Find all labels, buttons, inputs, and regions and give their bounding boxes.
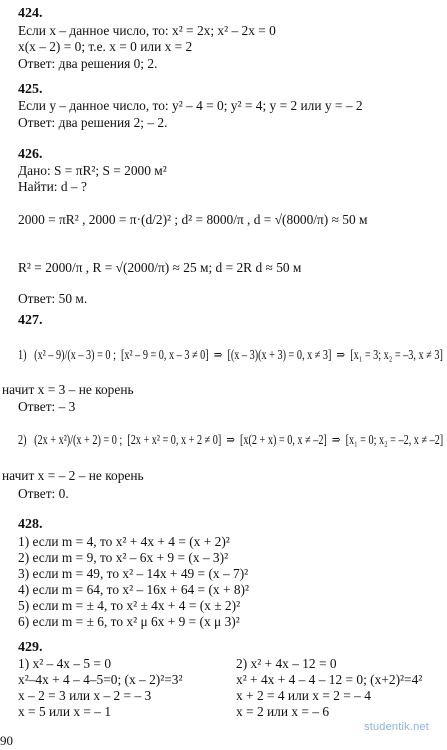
problem-number: 425. — [18, 82, 43, 97]
text-line: 2) x² + 4x – 12 = 0 — [236, 656, 337, 671]
text-line: x²–4x + 4 – 4–5=0; (x – 2)²=3² — [18, 672, 183, 687]
text-line: x(x – 2) = 0; т.е. x = 0 или x = 2 — [18, 39, 193, 54]
text-line: 4) если m = 64, то x² – 16x + 64 = (x + 8)² — [18, 582, 250, 597]
text-line: x² + 4x + 4 – 4 – 12 = 0; (x+2)²=4² — [236, 672, 423, 687]
problem-number: 424. — [18, 6, 43, 21]
text-line: Если y – данное число, то: y² – 4 = 0; y² = 4; y = 2 или y = – 2 — [18, 98, 363, 113]
problem-number: 427. — [18, 313, 43, 328]
text-line: Если x – данное число, то: x² = 2x; x² – 2x = 0 — [18, 23, 276, 38]
text-line: x – 2 = 3 или x – 2 = – 3 — [18, 688, 152, 703]
problem-number: 426. — [18, 147, 43, 162]
text-line: 1) (x² – 9)/(x – 3) = 0 ; [x² – 9 = 0, x – 3 ≠ 0] ⇒ [(x – 3)(x + 3) = 0, x ≠ 3] ⇒ [x₁ = 3; x₂ = –3, x ≠ 3] — [18, 347, 443, 362]
text-line: Ответ: два решения 0; 2. — [18, 56, 158, 71]
problem-number: 429. — [18, 640, 43, 655]
text-line: Ответ: 0. — [18, 486, 69, 501]
text-line: 1) если m = 4, то x² + 4x + 4 = (x + 2)² — [18, 534, 230, 549]
text-line: x = 2 или x = – 6 — [236, 704, 330, 719]
text-line: Найти: d – ? — [18, 179, 87, 194]
problem-number: 428. — [18, 517, 43, 532]
watermark: studentik.net — [364, 721, 429, 733]
page-number: 90 — [0, 733, 13, 748]
text-line: 3) если m = 49, то x² – 14x + 49 = (x – 7)² — [18, 566, 249, 581]
text-line: Дано: S = πR²; S = 2000 м² — [18, 163, 167, 178]
text-line: R² = 2000/π , R = √(2000/π) ≈ 25 м; d = 2R d ≈ 50 м — [18, 260, 302, 275]
text-line: x = 5 или x = – 1 — [18, 704, 112, 719]
text-line: 2) если m = 9, то x² – 6x + 9 = (x – 3)² — [18, 550, 229, 565]
text-line: 1) x² – 4x – 5 = 0 — [18, 656, 112, 671]
text-line: 2000 = πR² , 2000 = π·(d/2)² ; d² = 8000/π , d = √(8000/π) ≈ 50 м — [18, 212, 368, 227]
text-line: Ответ: – 3 — [18, 399, 76, 414]
text-line: Ответ: 50 м. — [18, 291, 88, 306]
text-line: начит x = – 2 – не корень — [2, 468, 144, 483]
text-line: 2) (2x + x²)/(x + 2) = 0 ; [2x + x² = 0, x + 2 ≠ 0] ⇒ [x(2 + x) = 0, x ≠ –2] ⇒ [x₁ = 0; x₂ = –2, x ≠ –2] — [18, 432, 444, 447]
text-line: Ответ: два решения 2; – 2. — [18, 115, 168, 130]
text-line: 6) если m = ± 6, то x² μ 6x + 9 = (x μ 3)² — [18, 614, 240, 629]
text-line: x + 2 = 4 или x = 2 = – 4 — [236, 688, 371, 703]
text-line: 5) если m = ± 4, то x² ± 4x + 4 = (x ± 2)² — [18, 598, 241, 613]
text-line: начит x = 3 – не корень — [2, 382, 134, 397]
